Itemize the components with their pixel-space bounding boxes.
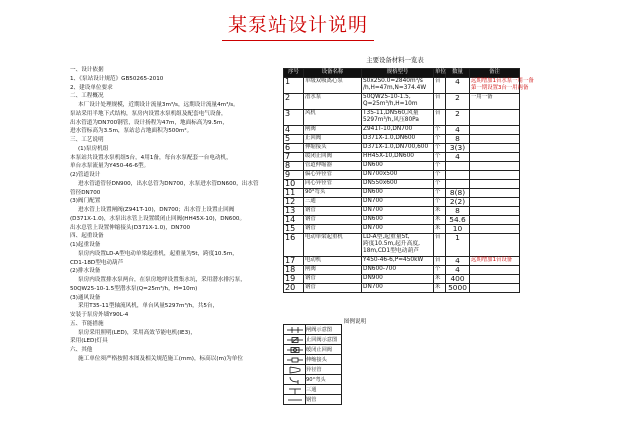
equipment-name: 单级双吸离心泵 bbox=[304, 78, 362, 94]
equipment-note bbox=[470, 126, 520, 135]
note-line: 1、《泵站设计规范》GB50265-2010 bbox=[70, 75, 164, 82]
equipment-name: 钢管 bbox=[304, 207, 362, 216]
equipment-quantity: 2 bbox=[446, 94, 470, 110]
note-line: 二、工程概况 bbox=[70, 93, 104, 100]
equipment-name: 缓闭止回阀 bbox=[304, 153, 362, 162]
equipment-name: 电动单梁起重机 bbox=[304, 234, 362, 257]
note-line: 施工单位须严格按照本图及相关规范施工(mm)，标高以(m)为单位 bbox=[78, 355, 243, 362]
equipment-note bbox=[470, 110, 520, 126]
legend-label: 伸缩接头 bbox=[306, 355, 342, 365]
equipment-unit: 台 bbox=[434, 257, 446, 266]
equipment-note bbox=[470, 135, 520, 144]
row-number: 13 bbox=[284, 207, 304, 216]
equipment-name: 电动机 bbox=[304, 257, 362, 266]
equipment-spec bbox=[362, 171, 434, 180]
table-header-cell: 设备名称 bbox=[304, 69, 362, 78]
equipment-spec bbox=[362, 126, 434, 135]
design-notes bbox=[70, 66, 275, 364]
note-line: 四、起重设备 bbox=[70, 233, 104, 240]
equipment-unit: 米 bbox=[434, 284, 446, 293]
table-row bbox=[284, 162, 520, 171]
spec-line: DN600-700 bbox=[363, 266, 397, 272]
equipment-quantity: 3(3) bbox=[446, 144, 470, 153]
equipment-spec bbox=[362, 225, 434, 234]
equipment-note bbox=[470, 275, 520, 284]
equipment-unit: 个 bbox=[434, 189, 446, 198]
note-line: (1)起重设备 bbox=[70, 242, 101, 248]
equipment-quantity: 4 bbox=[446, 126, 470, 135]
equipment-unit: 个 bbox=[434, 144, 446, 153]
legend-label: 三通 bbox=[306, 385, 342, 395]
equipment-spec bbox=[362, 257, 434, 266]
row-number: 17 bbox=[284, 257, 304, 266]
equipment-name: 潜水泵 bbox=[304, 94, 362, 110]
row-number: 3 bbox=[284, 110, 304, 126]
equipment-table bbox=[283, 68, 534, 293]
equipment-unit: 个 bbox=[434, 198, 446, 207]
legend-table bbox=[283, 324, 342, 405]
table-row bbox=[284, 198, 520, 207]
equipment-spec bbox=[362, 234, 434, 257]
equipment-name: 伸缩接头 bbox=[304, 144, 362, 153]
note-line: 采用(LED)灯具 bbox=[70, 338, 108, 345]
reducer-icon bbox=[286, 366, 304, 374]
table-header-cell: 数量 bbox=[446, 69, 470, 78]
spec-line: 50QW25-10-1.5, bbox=[363, 94, 411, 100]
equipment-name: 同心异径管 bbox=[304, 180, 362, 189]
page-title: 某泵站设计说明 bbox=[227, 14, 368, 36]
equipment-unit: 个 bbox=[434, 180, 446, 189]
equipment-spec bbox=[362, 189, 434, 198]
equipment-note bbox=[470, 284, 520, 293]
note-line: 进水管上设置闸阀(Z941T-10)，DN700；出水管上设置止回阀 bbox=[78, 207, 235, 213]
legend-label: 异径管 bbox=[306, 365, 342, 375]
equipment-spec bbox=[362, 144, 434, 153]
table-row bbox=[284, 234, 520, 257]
expansion-joint-icon bbox=[286, 356, 304, 364]
note-line: CD1-18D型电动葫芦 bbox=[70, 259, 124, 266]
spec-line: S0x2S0.0=2840m³/s bbox=[363, 78, 423, 84]
table-row bbox=[284, 110, 520, 126]
note-line: 出水管道为DN700钢管，设计扬程为47m，地面标高为9.5m， bbox=[70, 119, 228, 126]
equipment-note bbox=[470, 153, 520, 162]
equipment-name: 钢管 bbox=[304, 284, 362, 293]
equipment-name: 止回阀 bbox=[304, 135, 362, 144]
note-line: (D371X-1.0)，水泵出水管上设置缓闭止回阀(HH45X-10)，DN600。 bbox=[70, 215, 246, 222]
table-row bbox=[284, 126, 520, 135]
equipment-spec bbox=[362, 110, 434, 126]
equipment-quantity: 2 bbox=[446, 110, 470, 126]
equipment-spec bbox=[362, 198, 434, 207]
equipment-quantity: 4 bbox=[446, 257, 470, 266]
equipment-unit: 个 bbox=[434, 162, 446, 171]
equipment-note bbox=[470, 266, 520, 275]
equipment-spec bbox=[362, 284, 434, 293]
equipment-name: 闸阀 bbox=[304, 266, 362, 275]
spec-line: DN550x600 bbox=[363, 180, 398, 186]
table-row bbox=[284, 257, 520, 266]
spec-line: DN900 bbox=[363, 275, 383, 281]
equipment-unit: 台 bbox=[434, 78, 446, 94]
tee-icon bbox=[286, 386, 304, 394]
table-row bbox=[284, 216, 520, 225]
equipment-quantity: 2(2) bbox=[446, 198, 470, 207]
equipment-note bbox=[470, 180, 520, 189]
row-number: 16 bbox=[284, 234, 304, 257]
equipment-spec bbox=[362, 94, 434, 110]
note-line: (2)排水设备 bbox=[70, 268, 101, 275]
note-line: (2)管道设计 bbox=[70, 172, 101, 178]
spec-line: DN700 bbox=[363, 198, 383, 204]
title-underline bbox=[222, 40, 374, 41]
equipment-note bbox=[470, 144, 520, 153]
gate-valve-icon bbox=[286, 326, 304, 334]
legend-row bbox=[284, 355, 342, 365]
row-number: 8 bbox=[284, 162, 304, 171]
table-row bbox=[284, 275, 520, 284]
equipment-note bbox=[470, 94, 520, 110]
legend-label: 缓闭止回阀 bbox=[306, 345, 342, 355]
equipment-spec bbox=[362, 216, 434, 225]
equipment-note bbox=[470, 216, 520, 225]
spec-line: 跨度10.5m,起升高度, bbox=[363, 241, 421, 247]
table-row bbox=[284, 144, 520, 153]
table-row bbox=[284, 225, 520, 234]
equipment-note bbox=[470, 78, 534, 94]
equipment-table-title: 主要设备材料一览表 bbox=[366, 56, 424, 64]
equipment-spec bbox=[362, 207, 434, 216]
table-row bbox=[284, 180, 520, 189]
equipment-spec bbox=[362, 266, 434, 275]
equipment-quantity: 8 bbox=[446, 207, 470, 216]
table-row bbox=[284, 171, 520, 180]
note-line: 本厂设计处理规模，近期设计流量3m³/s，远期设计流量4m³/s。 bbox=[78, 102, 239, 108]
table-row bbox=[284, 266, 520, 275]
note-line: 本泵站共设置水泵机组5台，4用1备，每台水泵配套一台电动机， bbox=[70, 154, 232, 161]
legend-row bbox=[284, 395, 342, 405]
spec-line: T35-11,DN560,风量 bbox=[363, 110, 419, 116]
spec-line: HH45X-10,DN600 bbox=[363, 153, 414, 159]
equipment-name: 闸阀 bbox=[304, 126, 362, 135]
equipment-unit: 个 bbox=[434, 153, 446, 162]
equipment-spec bbox=[362, 180, 434, 189]
equipment-unit: 个 bbox=[434, 126, 446, 135]
equipment-note bbox=[470, 257, 520, 266]
row-number: 20 bbox=[284, 284, 304, 293]
note-line: (1)泵房机组 bbox=[78, 145, 109, 152]
table-header-row bbox=[284, 69, 520, 78]
equipment-quantity: 4 bbox=[446, 78, 470, 94]
spec-line: LD-A型,起重量5t, bbox=[363, 234, 410, 240]
note-line: 泵房内设置LD-A型电动单梁起重机，起重量为5t，跨度10.5m， bbox=[78, 250, 238, 257]
legend-symbol bbox=[284, 325, 306, 335]
spec-line: DN700 bbox=[363, 225, 383, 231]
legend-label: 闸阀示意图 bbox=[306, 325, 342, 335]
equipment-name: 风机 bbox=[304, 110, 362, 126]
note-text: 第一期设置3台一用两备 bbox=[471, 85, 529, 91]
note-text: 一用一备 bbox=[471, 94, 493, 100]
equipment-quantity: 4 bbox=[446, 266, 470, 275]
table-row bbox=[284, 153, 520, 162]
note-text: 远期增加1台设备 bbox=[471, 257, 513, 263]
note-line: 泵站采用半地下式结构，泵房内设置水泵机组及配套电气设备， bbox=[70, 110, 227, 117]
legend-label: 钢管 bbox=[306, 395, 342, 405]
legend-row bbox=[284, 385, 342, 395]
legend-symbol bbox=[284, 335, 306, 345]
note-line: 50QW25-10-1.5型潜水泵(Q=25m³/h，H=10m) bbox=[70, 285, 198, 292]
equipment-name: 三通 bbox=[304, 198, 362, 207]
equipment-name: 偏心异径管 bbox=[304, 171, 362, 180]
spec-line: Z941T-10,DN700 bbox=[363, 126, 413, 132]
equipment-note bbox=[470, 198, 520, 207]
note-line: (3)阀门配置 bbox=[70, 198, 101, 205]
equipment-unit: 个 bbox=[434, 135, 446, 144]
spec-line: DN700 bbox=[363, 284, 383, 290]
note-line: 安装于泵房外墙Y90L-4 bbox=[70, 312, 129, 318]
legend-symbol bbox=[284, 355, 306, 365]
equipment-unit: 台 bbox=[434, 94, 446, 110]
equipment-name: 90°弯头 bbox=[304, 189, 362, 198]
legend-symbol bbox=[284, 385, 306, 395]
note-line: 五、节能措施 bbox=[70, 320, 104, 327]
check-valve-icon bbox=[286, 336, 304, 344]
legend-row bbox=[284, 335, 342, 345]
spec-line: D371X-1.0,DN700,600 bbox=[363, 144, 429, 150]
row-number: 19 bbox=[284, 275, 304, 284]
row-number: 7 bbox=[284, 153, 304, 162]
table-row bbox=[284, 284, 520, 293]
row-number: 2 bbox=[284, 94, 304, 110]
legend-label: 止回阀示意图 bbox=[306, 335, 342, 345]
spec-line: DN700 bbox=[363, 207, 383, 213]
row-number: 9 bbox=[284, 171, 304, 180]
equipment-quantity: 8 bbox=[446, 135, 470, 144]
equipment-unit: 台 bbox=[434, 110, 446, 126]
row-number: 4 bbox=[284, 126, 304, 135]
row-number: 6 bbox=[284, 144, 304, 153]
equipment-quantity: 54.6 bbox=[446, 216, 470, 225]
equipment-unit: 米 bbox=[434, 216, 446, 225]
equipment-unit: 个 bbox=[434, 171, 446, 180]
note-line: 单台水泵流量为Y450-46-6型。 bbox=[70, 163, 150, 170]
legend-title: 图例说明 bbox=[343, 319, 367, 325]
table-row bbox=[284, 189, 520, 198]
spec-line: D371X-1.0,DN600 bbox=[363, 135, 416, 141]
spec-line: 5297m³/h,风压80Pa bbox=[363, 117, 419, 123]
pipe-icon bbox=[286, 396, 304, 404]
equipment-unit: 米 bbox=[434, 275, 446, 284]
legend-label: 90°弯头 bbox=[306, 375, 342, 385]
note-line: 2、建设单位要求 bbox=[70, 84, 113, 91]
equipment-quantity: 1 bbox=[446, 234, 470, 257]
note-line: 出水总管上设置伸缩接头(D371X-1.0)，DN700 bbox=[70, 224, 191, 231]
row-number: 10 bbox=[284, 180, 304, 189]
equipment-note bbox=[470, 234, 520, 257]
equipment-spec bbox=[362, 135, 434, 144]
equipment-unit: 米 bbox=[434, 225, 446, 234]
equipment-quantity: 5000 bbox=[446, 284, 470, 293]
equipment-quantity: 400 bbox=[446, 275, 470, 284]
row-number: 12 bbox=[284, 198, 304, 207]
note-line: 三、工艺说明 bbox=[70, 137, 104, 143]
spec-line: DN600 bbox=[363, 189, 383, 195]
note-line: 六、其他 bbox=[70, 347, 93, 353]
note-line: (3)通风设备 bbox=[70, 294, 101, 301]
equipment-name: 钢管 bbox=[304, 225, 362, 234]
row-number: 1 bbox=[284, 78, 304, 94]
row-number: 14 bbox=[284, 216, 304, 225]
spec-line: DN600 bbox=[363, 216, 383, 222]
equipment-name: 钢管 bbox=[304, 275, 362, 284]
table-row bbox=[284, 135, 520, 144]
equipment-note bbox=[470, 189, 520, 198]
row-number: 5 bbox=[284, 135, 304, 144]
legend-symbol bbox=[284, 395, 306, 405]
note-line: 采用T35-11型轴流风机，单台风量5297m³/h，共5台， bbox=[78, 303, 219, 310]
spec-line: DN700x500 bbox=[363, 171, 398, 177]
table-header-cell: 备注 bbox=[470, 69, 520, 78]
equipment-name: 管道伸缩器 bbox=[304, 162, 362, 171]
equipment-quantity: 8(8) bbox=[446, 189, 470, 198]
row-number: 15 bbox=[284, 225, 304, 234]
note-line: 进水管道管径DN900，出水总管为DN700，水泵进水管DN600，出水管 bbox=[78, 180, 259, 187]
spec-line: DN600 bbox=[363, 162, 383, 168]
note-text: 远期增加1台水泵一用一备 bbox=[471, 78, 534, 84]
elbow-icon bbox=[286, 376, 304, 384]
table-header-cell: 单位 bbox=[434, 69, 446, 78]
equipment-spec bbox=[362, 78, 434, 94]
spec-line: 18m,CD1型电动葫芦 bbox=[363, 248, 420, 254]
table-header-cell: 规格型号 bbox=[362, 69, 434, 78]
legend-row bbox=[284, 375, 342, 385]
note-line: 管径DN700 bbox=[70, 189, 101, 196]
equipment-note bbox=[470, 162, 520, 171]
equipment-unit: 个 bbox=[434, 266, 446, 275]
equipment-note bbox=[470, 171, 520, 180]
legend-symbol bbox=[284, 365, 306, 375]
equipment-quantity bbox=[446, 162, 470, 171]
table-header-cell: 序号 bbox=[284, 69, 304, 78]
spec-line: Y450-46-6,P=450kW bbox=[363, 257, 424, 263]
equipment-note bbox=[470, 225, 520, 234]
spec-line: Q=25m³/h,H=10m bbox=[363, 101, 418, 107]
equipment-unit: 米 bbox=[434, 207, 446, 216]
equipment-spec bbox=[362, 162, 434, 171]
equipment-quantity: 10 bbox=[446, 225, 470, 234]
legend-row bbox=[284, 365, 342, 375]
legend-symbol bbox=[284, 345, 306, 355]
slow-check-valve-icon bbox=[286, 346, 304, 354]
spec-line: /h,H=47m,N=374.4W bbox=[363, 85, 427, 91]
legend-symbol bbox=[284, 375, 306, 385]
legend-row bbox=[284, 325, 342, 335]
note-line: 一、设计依据 bbox=[70, 67, 104, 73]
equipment-quantity bbox=[446, 171, 470, 180]
row-number: 11 bbox=[284, 189, 304, 198]
table-row bbox=[284, 207, 520, 216]
note-line: 进水管标高为3.5m，泵站总占地面积为500m²。 bbox=[70, 128, 193, 135]
note-line: 泵房采用照明(LED)，采用高效节能电机(IE3)， bbox=[78, 329, 196, 336]
equipment-note bbox=[470, 207, 520, 216]
equipment-quantity: 4 bbox=[446, 153, 470, 162]
equipment-name: 钢管 bbox=[304, 216, 362, 225]
row-number: 18 bbox=[284, 266, 304, 275]
note-line: 泵房内设置排水泵两台，在泵房地坪设置集水坑，采用潜水排污泵， bbox=[78, 277, 246, 283]
table-row bbox=[284, 94, 520, 110]
table-row bbox=[284, 78, 520, 94]
equipment-unit: 台 bbox=[434, 234, 446, 257]
equipment-spec bbox=[362, 275, 434, 284]
legend-row bbox=[284, 345, 342, 355]
equipment-spec bbox=[362, 153, 434, 162]
